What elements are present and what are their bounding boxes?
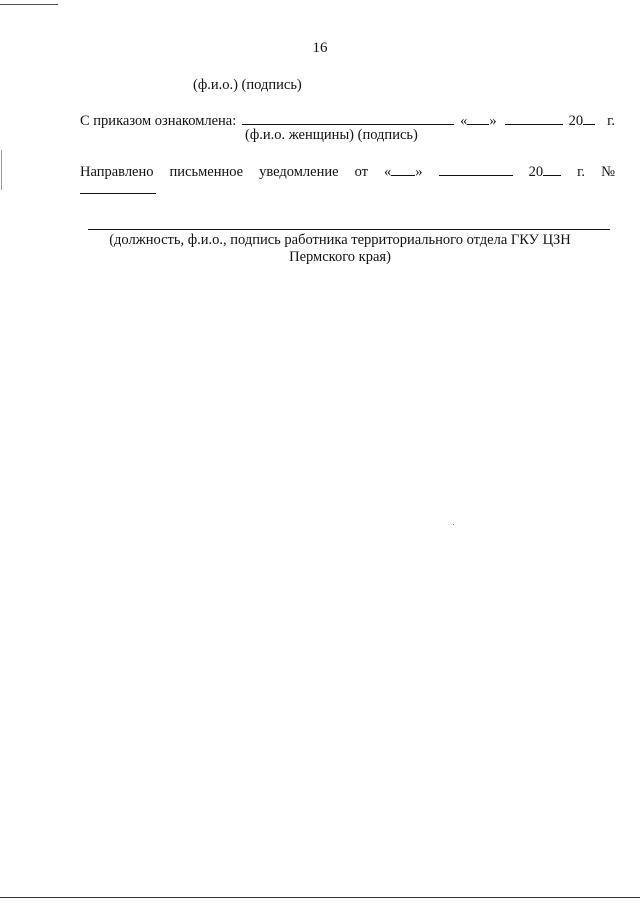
year-blank[interactable] [543, 161, 561, 176]
scan-speck [453, 524, 454, 525]
year-prefix: 20 [568, 113, 584, 129]
notification-word: от [354, 164, 368, 180]
notification-date-quote [384, 161, 423, 181]
signature-caption-top: (ф.и.о.) (подпись) [193, 77, 302, 93]
notification-row [80, 161, 615, 181]
name-blank[interactable] [242, 110, 454, 125]
year-suffix: г. [577, 164, 586, 180]
year-suffix: г. [607, 113, 616, 129]
quote-close: » [489, 113, 497, 129]
woman-signature-caption: (ф.и.о. женщины) (подпись) [245, 127, 418, 143]
acquaintance-label: С приказом ознакомлена: [80, 113, 237, 129]
day-blank[interactable] [391, 161, 415, 176]
official-caption-line: (должность, ф.и.о., подпись работника территориального отдела ГКУ ЦЗН [109, 232, 571, 248]
quote-open: « [460, 113, 468, 129]
official-signature-caption [60, 232, 620, 266]
month-blank[interactable] [439, 161, 513, 176]
notification-word: Направлено [80, 164, 154, 180]
page-number: 16 [312, 40, 328, 56]
notification-word: уведомление [259, 164, 339, 180]
number-sign: № [601, 164, 615, 180]
quote-open: « [384, 164, 392, 180]
official-caption-line: Пермского края) [289, 249, 391, 265]
quote-close: » [415, 164, 423, 180]
month-blank[interactable] [505, 110, 563, 125]
official-signature-line[interactable] [88, 229, 610, 230]
year-prefix: 20 [528, 164, 544, 180]
year-blank[interactable] [583, 110, 595, 125]
scan-edge-line [0, 4, 58, 5]
notification-word: письменное [169, 164, 244, 180]
notification-year [529, 161, 562, 181]
notification-number-blank[interactable] [80, 193, 156, 194]
scan-edge-mark [1, 150, 2, 190]
scan-edge-line-bottom [0, 897, 640, 898]
day-blank[interactable] [467, 110, 489, 125]
